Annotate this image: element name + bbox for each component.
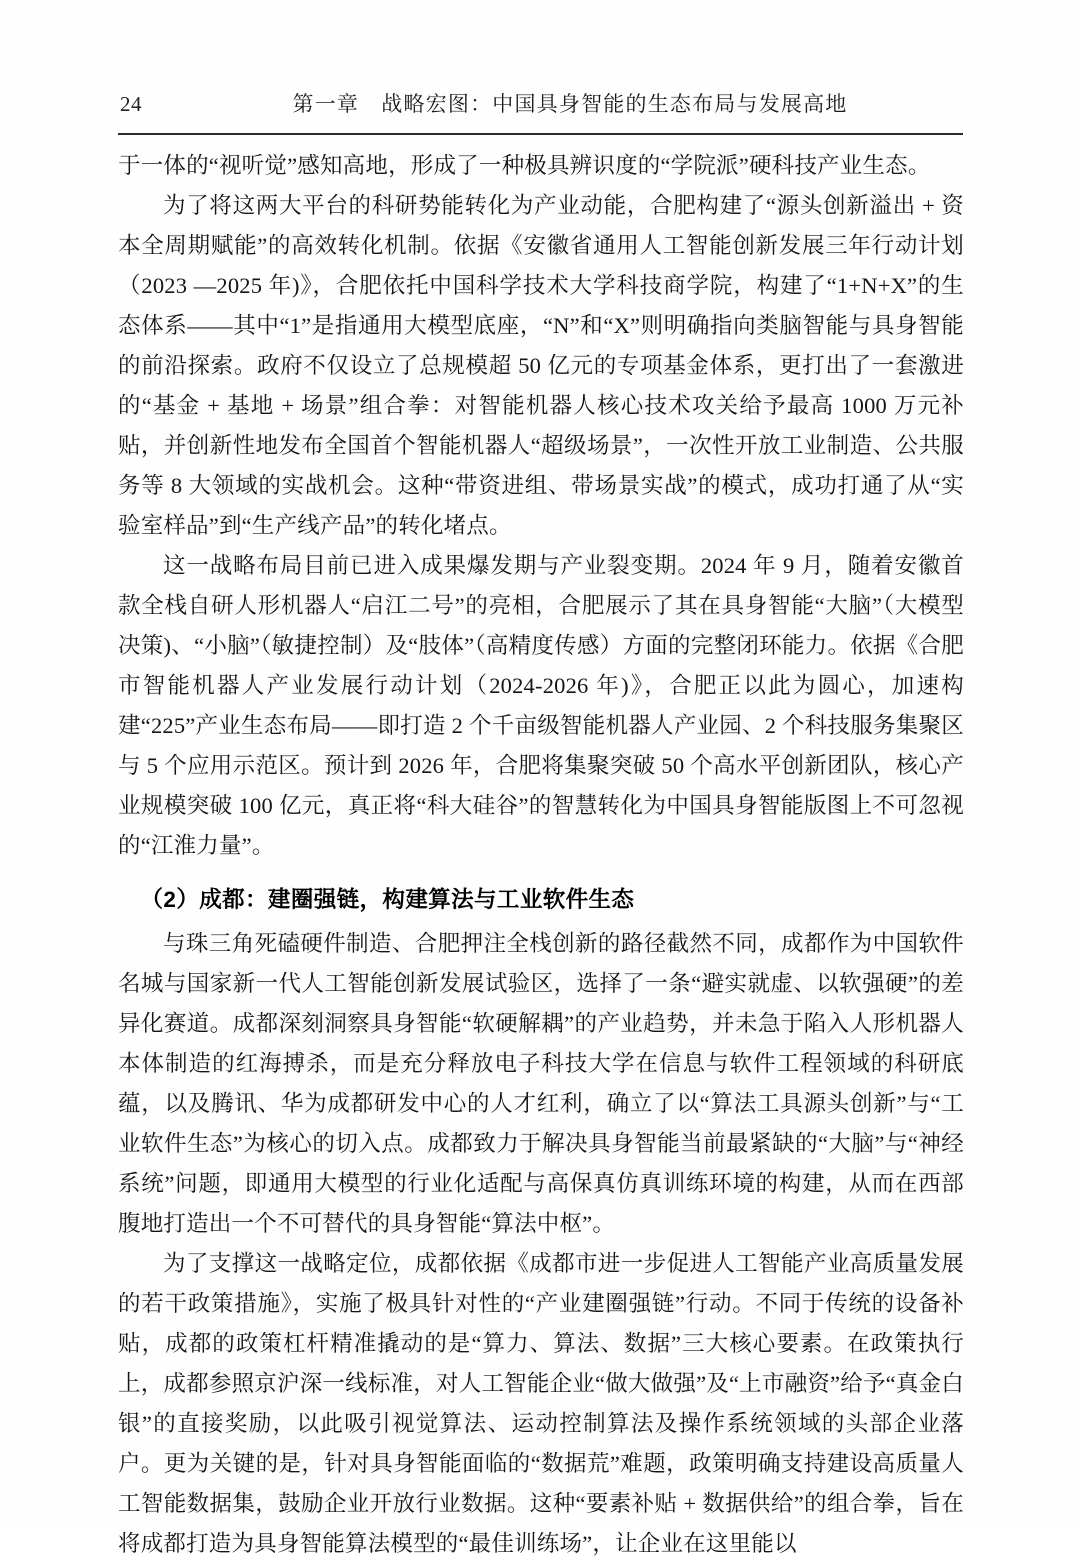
- paragraph-chengdu-policy: 为了支撑这一战略定位，成都依据《成都市进一步促进人工智能产业高质量发展的若干政策措施》，实施了极具针对性的“产业建圈强链”行动。不同于传统的设备补贴，成都的政策杠杆精准撬动的是“算力、算法、数据”三大核心要素。在政策执行上，成都参照京沪深一线标准，对人工智能企业“做大做强”及“上市融资”给予“真金白银”的直接奖励，以此吸引视觉算法、运动控制算法及操作系统领域的头部企业落户。更为关键的是，针对具身智能面临的“数据荒”难题，政策明确支持建设高质量人工智能数据集，鼓励企业开放行业数据。这种“要素补贴 + 数据供给”的组合拳，旨在将成都打造为具身智能算法模型的“最佳训练场”，让企业在这里能以: [118, 1251, 964, 1556]
- chapter-title: 第一章 战略宏图：中国具身智能的生态布局与发展高地: [292, 92, 848, 116]
- body-column: [118, 146, 964, 1564]
- paragraph-continued: 于一体的“视听觉”感知高地，形成了一种极具辨识度的“学院派”硬科技产业生态。: [118, 153, 931, 178]
- paragraph-hefei-results: 这一战略布局目前已进入成果爆发期与产业裂变期。2024 年 9 月，随着安徽首款全栈自研人形机器人“启江二号”的亮相，合肥展示了其在具身智能“大脑”（大模型决策)、“小脑”（敏捷控制）及“肢体”（高精度传感）方面的完整闭环能力。依据《合肥市智能机器人产业发展行动计划（2024-2026 年)》，合肥正以此为圆心，加速构建“225”产业生态布局——即打造 2 个千亩级智能机器人产业园、2 个科技服务集聚区与 5 个应用示范区。预计到 2026 年，合肥将集聚突破 50 个高水平创新团队，核心产业规模突破 100 亿元，真正将“科大硅谷”的智慧转化为中国具身智能版图上不可忽视的“江淮力量”。: [118, 553, 964, 858]
- header-rule: [118, 133, 963, 135]
- paragraph-hefei-platform: 为了将这两大平台的科研势能转化为产业动能，合肥构建了“源头创新溢出 + 资本全周期赋能”的高效转化机制。依据《安徽省通用人工智能创新发展三年行动计划（2023 —2025 年)》，合肥依托中国科学技术大学科技商学院，构建了“1+N+X”的生态体系——其中“1”是指通用大模型底座，“N”和“X”则明确指向类脑智能与具身智能的前沿探索。政府不仅设立了总规模超 50 亿元的专项基金体系，更打出了一套激进的“基金 + 基地 + 场景”组合拳：对智能机器人核心技术攻关给予最高 1000 万元补贴，并创新性地发布全国首个智能机器人“超级场景”，一次性开放工业制造、公共服务等 8 大领域的实战机会。这种“带资进组、带场景实战”的模式，成功打通了从“实验室样品”到“生产线产品”的转化堵点。: [118, 193, 964, 538]
- page-number: 24: [120, 92, 142, 116]
- subheading-chengdu: （2）成都：建圈强链，构建算法与工业软件生态: [140, 887, 635, 912]
- page-header: [120, 88, 960, 124]
- paragraph-chengdu-intro: 与珠三角死磕硬件制造、合肥押注全栈创新的路径截然不同，成都作为中国软件名城与国家新一代人工智能创新发展试验区，选择了一条“避实就虚、以软强硬”的差异化赛道。成都深刻洞察具身智能“软硬解耦”的产业趋势，并未急于陷入人形机器人本体制造的红海搏杀，而是充分释放电子科技大学在信息与软件工程领域的科研底蕴，以及腾讯、华为成都研发中心的人才红利，确立了以“算法工具源头创新”与“工业软件生态”为核心的切入点。成都致力于解决具身智能当前最紧缺的“大脑”与“神经系统”问题，即通用大模型的行业化适配与高保真仿真训练环境的构建，从而在西部腹地打造出一个不可替代的具身智能“算法中枢”。: [118, 931, 964, 1236]
